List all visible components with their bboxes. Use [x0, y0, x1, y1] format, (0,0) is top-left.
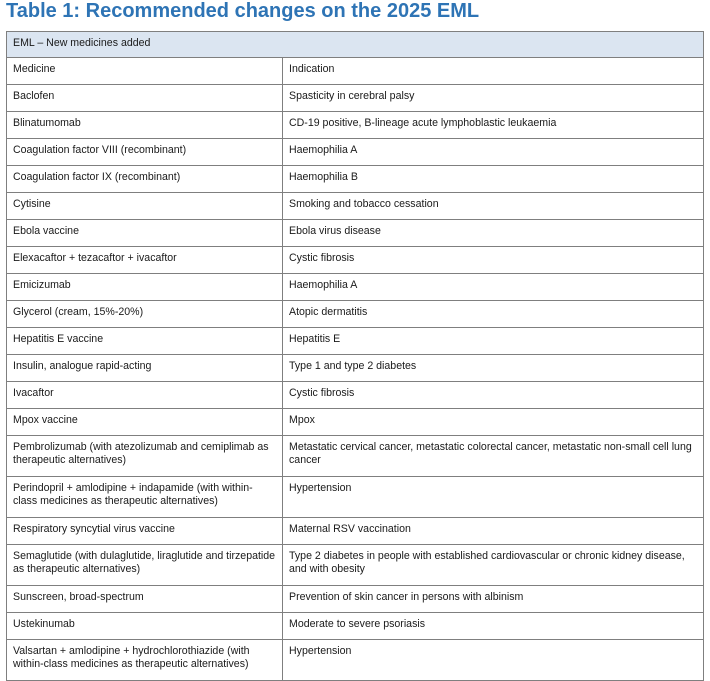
section-label: EML – New medicines added: [7, 32, 704, 58]
indication-cell: Hepatitis E: [283, 328, 704, 355]
indication-cell: Smoking and tobacco cessation: [283, 193, 704, 220]
medicine-cell: Coagulation factor IX (recombinant): [7, 166, 283, 193]
eml-new-medicines-table: [6, 31, 704, 681]
indication-cell: Spasticity in cerebral palsy: [283, 85, 704, 112]
medicine-cell: Hepatitis E vaccine: [7, 328, 283, 355]
table-row: [7, 518, 704, 545]
table-row: [7, 640, 704, 681]
medicine-cell: Insulin, analogue rapid-acting: [7, 355, 283, 382]
medicine-cell: Ustekinumab: [7, 613, 283, 640]
indication-cell: Mpox: [283, 409, 704, 436]
medicine-cell: Coagulation factor VIII (recombinant): [7, 139, 283, 166]
indication-cell: Ebola virus disease: [283, 220, 704, 247]
table-row: [7, 274, 704, 301]
table-row: [7, 247, 704, 274]
table-row: [7, 355, 704, 382]
table-row: [7, 301, 704, 328]
indication-cell: Haemophilia A: [283, 274, 704, 301]
medicine-cell: Blinatumomab: [7, 112, 283, 139]
table-row: [7, 477, 704, 518]
indication-cell: Hypertension: [283, 640, 704, 681]
medicine-cell: Pembrolizumab (with atezolizumab and cemiplimab as therapeutic alternatives): [7, 436, 283, 477]
medicine-cell: Semaglutide (with dulaglutide, liraglutide and tirzepatide as therapeutic alternatives): [7, 545, 283, 586]
column-header-row: [7, 58, 704, 85]
indication-cell: Haemophilia B: [283, 166, 704, 193]
medicine-cell: Mpox vaccine: [7, 409, 283, 436]
table-row: [7, 193, 704, 220]
medicine-cell: Ivacaftor: [7, 382, 283, 409]
table-row: [7, 112, 704, 139]
medicine-cell: Ebola vaccine: [7, 220, 283, 247]
table-title: Table 1: Recommended changes on the 2025 EML: [6, 0, 480, 22]
indication-cell: Type 1 and type 2 diabetes: [283, 355, 704, 382]
table-row: [7, 409, 704, 436]
table-row: [7, 382, 704, 409]
table-row: [7, 139, 704, 166]
medicine-cell: Glycerol (cream, 15%-20%): [7, 301, 283, 328]
table-row: [7, 586, 704, 613]
indication-cell: Maternal RSV vaccination: [283, 518, 704, 545]
table-row: [7, 166, 704, 193]
indication-cell: Prevention of skin cancer in persons with albinism: [283, 586, 704, 613]
indication-cell: Moderate to severe psoriasis: [283, 613, 704, 640]
indication-cell: Hypertension: [283, 477, 704, 518]
medicine-cell: Sunscreen, broad-spectrum: [7, 586, 283, 613]
indication-cell: Type 2 diabetes in people with established cardiovascular or chronic kidney disease, and with obesity: [283, 545, 704, 586]
medicine-cell: Elexacaftor + tezacaftor + ivacaftor: [7, 247, 283, 274]
indication-cell: Cystic fibrosis: [283, 247, 704, 274]
medicine-cell: Emicizumab: [7, 274, 283, 301]
section-header-row: [7, 32, 704, 58]
medicine-cell: Perindopril + amlodipine + indapamide (with within-class medicines as therapeutic alternatives): [7, 477, 283, 518]
table-row: [7, 328, 704, 355]
indication-cell: Atopic dermatitis: [283, 301, 704, 328]
table-row: [7, 545, 704, 586]
medicine-cell: Cytisine: [7, 193, 283, 220]
indication-cell: Haemophilia A: [283, 139, 704, 166]
indication-cell: Metastatic cervical cancer, metastatic colorectal cancer, metastatic non-small cell lung cancer: [283, 436, 704, 477]
indication-cell: Cystic fibrosis: [283, 382, 704, 409]
table-row: [7, 436, 704, 477]
table-row: [7, 613, 704, 640]
indication-cell: CD-19 positive, B-lineage acute lymphoblastic leukaemia: [283, 112, 704, 139]
table-row: [7, 220, 704, 247]
column-header-medicine: Medicine: [7, 58, 283, 85]
medicine-cell: Baclofen: [7, 85, 283, 112]
medicine-cell: Valsartan + amlodipine + hydrochlorothiazide (with within-class medicines as therapeutic alternatives): [7, 640, 283, 681]
table-row: [7, 85, 704, 112]
medicine-cell: Respiratory syncytial virus vaccine: [7, 518, 283, 545]
column-header-indication: Indication: [283, 58, 704, 85]
